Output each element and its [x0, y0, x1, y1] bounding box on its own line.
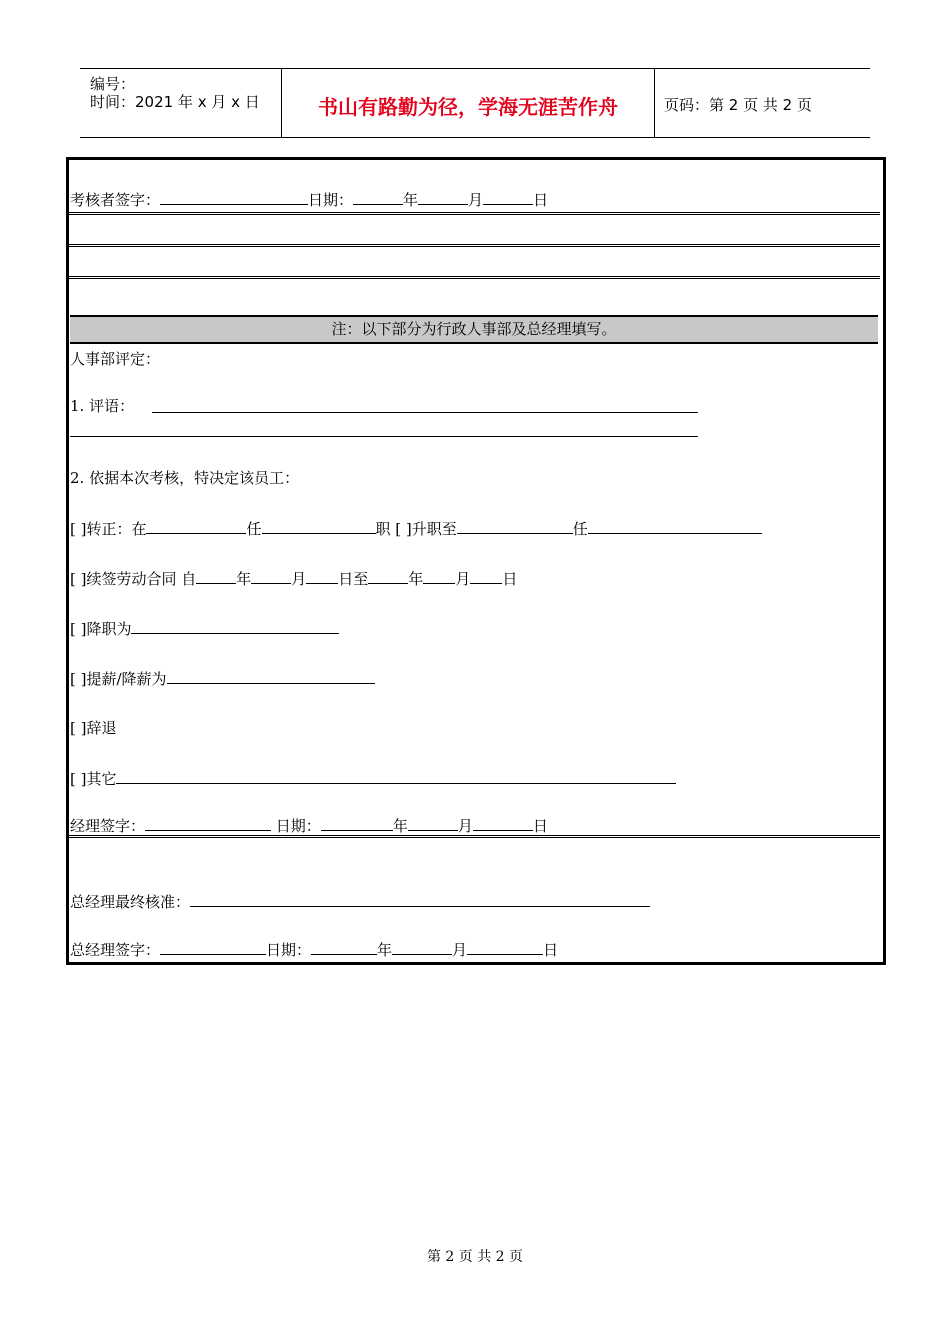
- salary-row: [70, 669, 375, 688]
- gm-signature-row: [70, 940, 558, 959]
- renew-from-month-field[interactable]: [251, 569, 291, 584]
- regularize-checkbox-label[interactable]: [ ]转正：在: [70, 520, 147, 538]
- day-label: 日: [532, 817, 548, 835]
- salary-field[interactable]: [167, 669, 375, 684]
- page-footer: 第 2 页 共 2 页: [426, 1249, 524, 1265]
- year-label: 年: [392, 817, 408, 835]
- manager-signature-field[interactable]: [145, 816, 271, 831]
- year-label: 年: [236, 570, 252, 588]
- regularize-position-field[interactable]: [262, 519, 376, 534]
- note-band: [70, 315, 878, 344]
- header-right-cell: [654, 69, 870, 137]
- header-left-cell: [80, 69, 281, 137]
- month-label: 月: [468, 191, 484, 209]
- regularize-row: [70, 519, 762, 538]
- year-label: 年: [403, 191, 419, 209]
- reviewer-signature-label: 考核者签字：: [70, 191, 161, 209]
- year-field[interactable]: [321, 816, 393, 831]
- gm-signature-label: 总经理签字：: [70, 941, 161, 959]
- gm-final-row: [70, 892, 650, 911]
- renew-from-year-field[interactable]: [196, 569, 236, 584]
- day-label: 日: [543, 941, 559, 959]
- promote-checkbox-label[interactable]: 职 [ ]升职至: [375, 520, 457, 538]
- year-field[interactable]: [311, 940, 377, 955]
- demote-checkbox-label[interactable]: [ ]降职为: [70, 620, 132, 638]
- ren-label: 任: [246, 520, 262, 538]
- motto: 书山有路勤为径，学海无涯苦作舟: [318, 95, 618, 119]
- manager-signature-row: [70, 816, 548, 835]
- month-field[interactable]: [392, 940, 452, 955]
- dismiss-checkbox-label[interactable]: [ ]辞退: [70, 719, 117, 737]
- renew-contract-row: [70, 569, 517, 588]
- salary-checkbox-label[interactable]: [ ]提薪/降薪为: [70, 670, 167, 688]
- month-label: 月: [457, 817, 473, 835]
- date-label: 日期：: [275, 817, 321, 835]
- date-label: 日期：: [266, 941, 312, 959]
- note-text: 注：以下部分为行政人事部及总经理填写。: [331, 320, 617, 338]
- renew-to-year-field[interactable]: [368, 569, 408, 584]
- other-field[interactable]: [116, 769, 676, 784]
- reviewer-signature-row: [70, 190, 548, 209]
- day-field[interactable]: [467, 940, 543, 955]
- renew-checkbox-label[interactable]: [ ]续签劳动合同 自: [70, 570, 197, 588]
- regularize-dept-field[interactable]: [146, 519, 246, 534]
- ren-label: 任: [572, 520, 588, 538]
- gm-final-field[interactable]: [190, 892, 650, 907]
- other-checkbox-label[interactable]: [ ]其它: [70, 770, 117, 788]
- other-row: [70, 769, 676, 788]
- page-info: 页码：第 2 页 共 2 页: [664, 96, 812, 114]
- promote-position-field[interactable]: [588, 519, 762, 534]
- gm-signature-field[interactable]: [160, 940, 266, 955]
- renew-to-month-field[interactable]: [423, 569, 455, 584]
- comment-line[interactable]: [152, 412, 698, 413]
- divider: [68, 244, 880, 247]
- day-field[interactable]: [473, 816, 533, 831]
- month-label: 月: [455, 570, 471, 588]
- day-label: 日: [533, 191, 549, 209]
- date-label: 日期：: [308, 191, 354, 209]
- renew-to-day-field[interactable]: [470, 569, 502, 584]
- decision-label: 2. 依据本次考核，特决定该员工：: [70, 469, 300, 487]
- month-field[interactable]: [408, 816, 458, 831]
- gm-final-label: 总经理最终核准：: [70, 893, 191, 911]
- month-label: 月: [291, 570, 307, 588]
- reviewer-signature-field[interactable]: [160, 190, 308, 205]
- time-label: 时间：2021 年 x 月 x 日: [90, 93, 260, 111]
- year-label: 年: [408, 570, 424, 588]
- divider: [68, 212, 880, 215]
- demote-field[interactable]: [131, 619, 339, 634]
- divider: [68, 276, 880, 279]
- year-label: 年: [377, 941, 393, 959]
- comment-label: 1. 评语：: [70, 397, 135, 415]
- renew-from-day-field[interactable]: [306, 569, 338, 584]
- month-label: 月: [452, 941, 468, 959]
- month-field[interactable]: [418, 190, 468, 205]
- manager-signature-label: 经理签字：: [70, 817, 146, 835]
- divider: [68, 835, 880, 838]
- number-label: 编号：: [90, 75, 136, 93]
- day-field[interactable]: [483, 190, 533, 205]
- promote-dept-field[interactable]: [457, 519, 573, 534]
- document-header: [80, 68, 870, 138]
- to-label: 日至: [338, 570, 369, 588]
- year-field[interactable]: [353, 190, 403, 205]
- demote-row: [70, 619, 339, 638]
- hr-evaluation-label: 人事部评定：: [70, 350, 161, 368]
- comment-line[interactable]: [70, 436, 698, 437]
- day-label: 日: [502, 570, 518, 588]
- header-center-cell: [281, 69, 655, 137]
